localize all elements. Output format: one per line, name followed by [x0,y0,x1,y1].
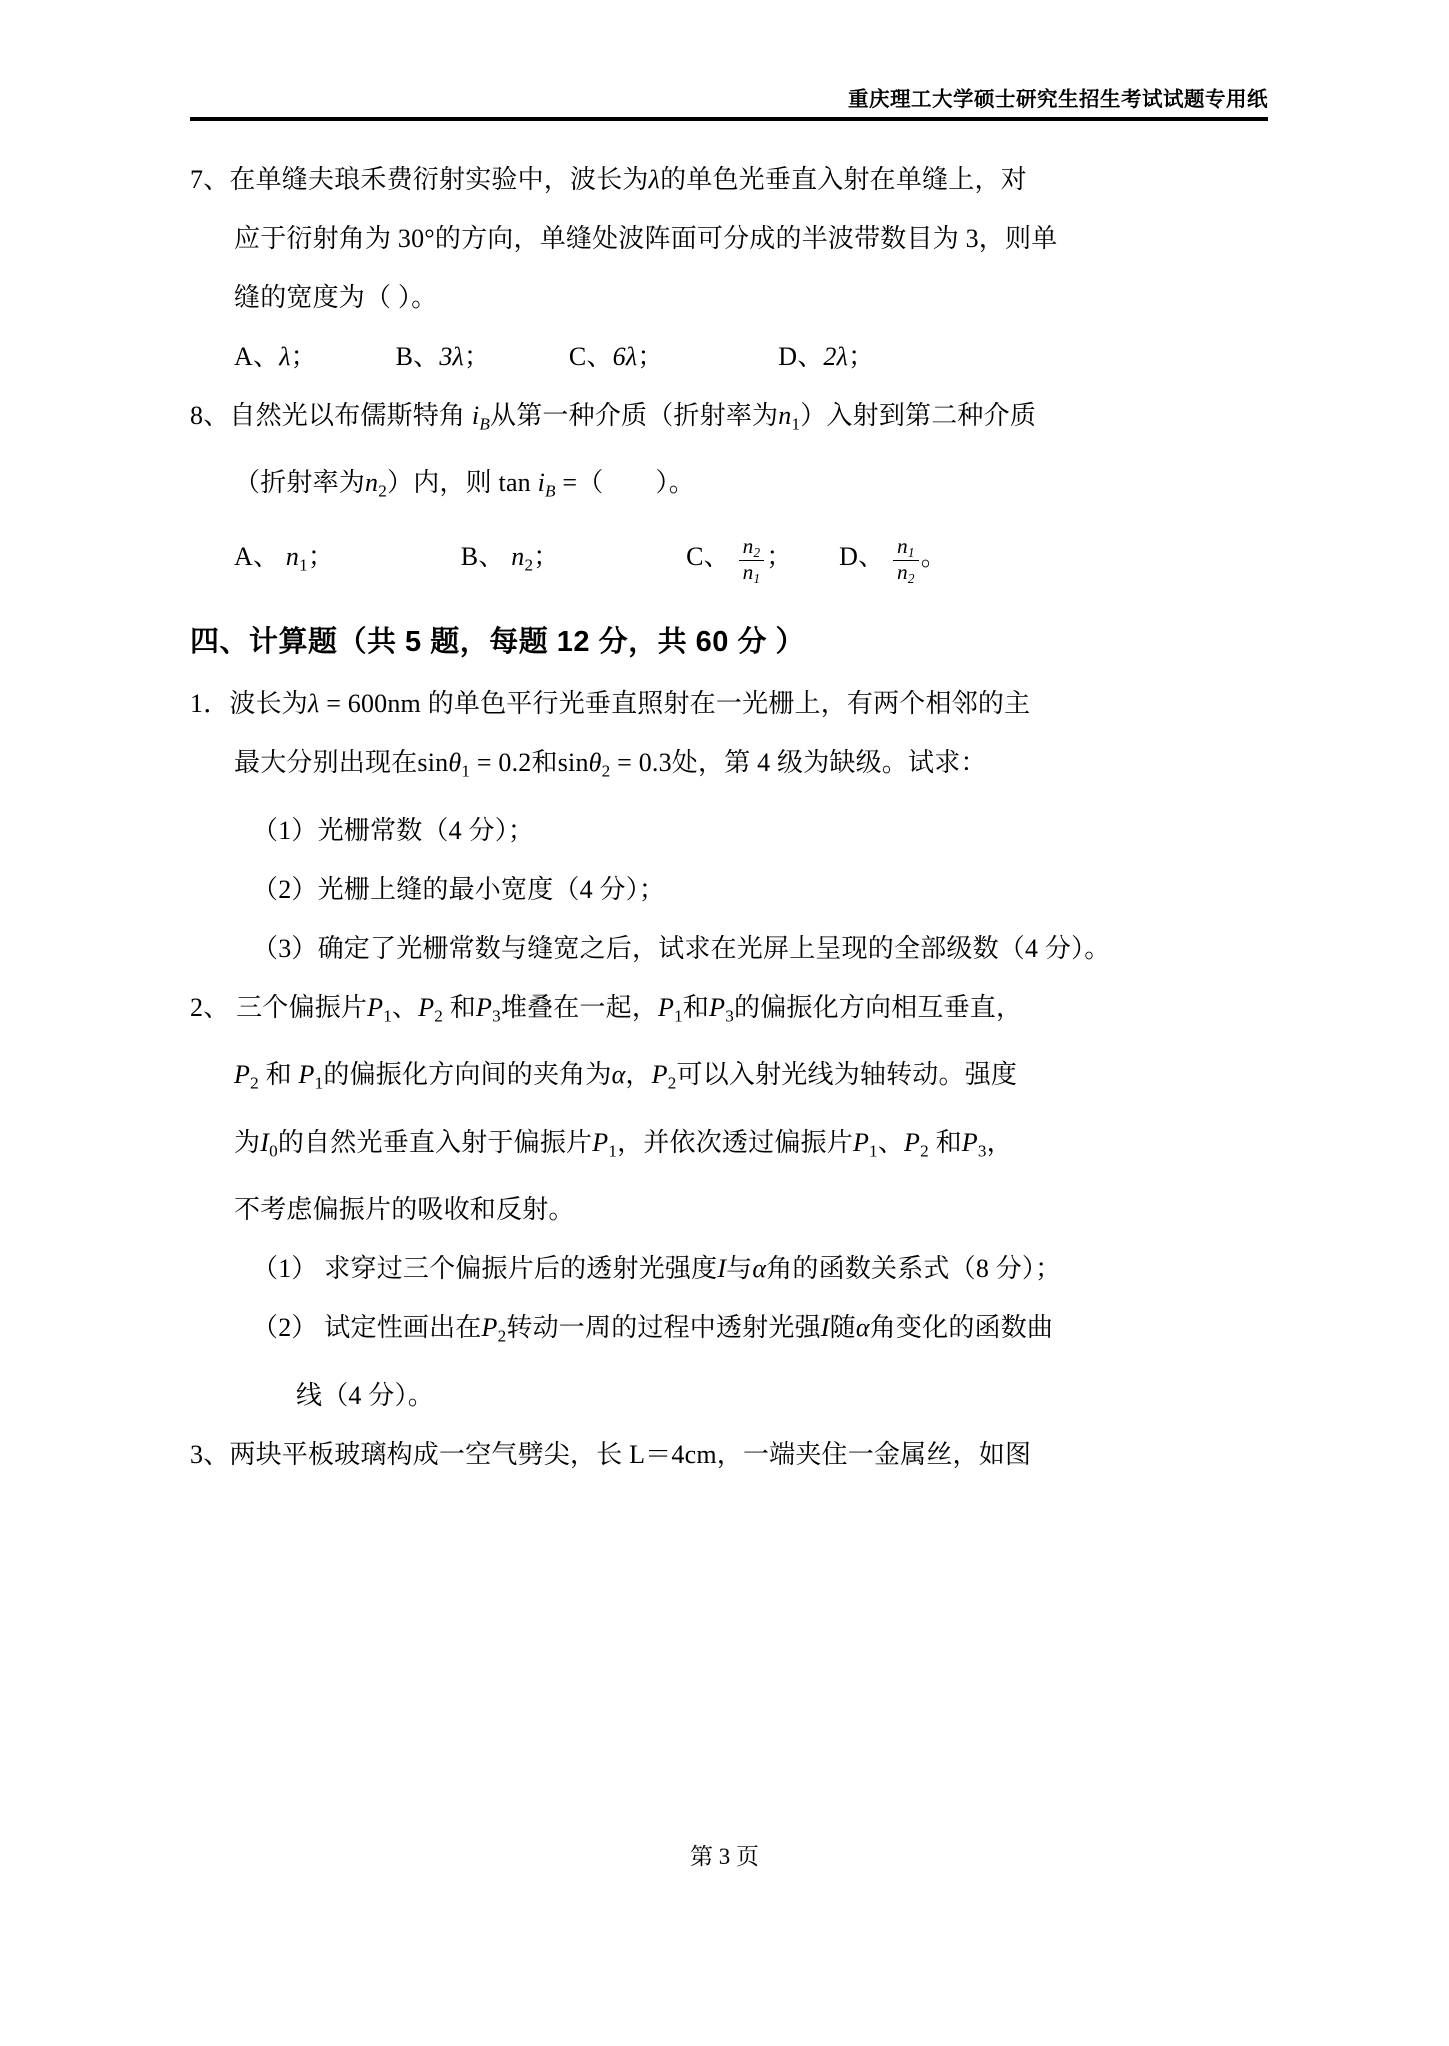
question-8-text-a: 8、自然光以布儒斯特角 [190,401,466,430]
problem-2-line3-d: ， [986,1127,1013,1157]
question-8-options [190,527,1270,594]
question-8-line2-a: （折射率为 [234,468,366,498]
p2-subscript: 2 [497,1326,507,1346]
intensity-symbol: I [820,1313,830,1343]
problem-2-line2-b: ， [625,1060,652,1090]
denominator-subscript: 2 [907,571,915,587]
calc-problem-2-line-4: 不考虑偏振片的吸收和反射。 [234,1195,575,1225]
wavelength-unit: nm [387,689,421,719]
denominator-symbol: n [742,560,754,585]
alpha-symbol: α [752,1254,767,1284]
p2-symbol: P [904,1127,921,1157]
calc-problem-2 [190,978,1270,1425]
intensity-symbol: I [717,1254,727,1284]
sin-operator-2: sin [557,748,589,778]
sub-2-text-b: 转动一周的过程中透射光强 [506,1313,821,1343]
p1-symbol: P [592,1127,609,1157]
calc-problem-2-sub-2 [190,1298,1270,1365]
question-7-line-1-tail: 的单色光垂直入射在单缝上，对 [660,165,1027,194]
problem-1-line2-b: 处，第 4 级为缺级。试求： [671,748,987,778]
option-d-label: D、 [839,541,885,571]
n2-subscript: 2 [378,481,387,501]
problem-1-and: 和 [531,748,558,778]
p3b-subscript: 3 [725,1006,734,1026]
option-c-value: 6λ [612,342,638,371]
option-d-suffix: ； [848,342,875,371]
option-b-subscript: 2 [524,555,534,575]
question-7-option-d[interactable] [778,342,874,371]
fraction-denominator [893,560,919,586]
denominator-symbol: n [897,560,908,585]
option-a-suffix: ； [290,342,317,371]
calc-problem-3-line-1: 3、两块平板玻璃构成一空气劈尖，长 L＝4cm，一端夹住一金属丝，如图 [190,1439,1032,1469]
page-number: 第 3 页 [690,1844,759,1869]
sub-2-text-a: （2） 试定性画出在 [252,1313,482,1343]
question-8-option-a[interactable] [234,541,335,575]
question-8-line2-tail: ）。 [655,468,695,498]
p1b-symbol: P [852,1127,870,1157]
theta1-symbol: θ [448,748,462,778]
question-8-line2-b: ）内，则 [387,468,492,498]
p3-symbol: P [475,992,493,1022]
p1-symbol: P [367,992,384,1022]
p2-subscript: 2 [434,1006,444,1026]
p2-symbol: P [481,1313,498,1343]
problem-1-text-b: 的单色平行光垂直照射在一光栅上，有两个相邻的主 [427,689,1031,719]
theta1-subscript: 1 [461,761,471,781]
p2-subscript: 2 [920,1141,929,1161]
option-c-label: C、 [568,342,613,371]
option-b-suffix: ； [533,541,560,571]
sin-theta1-value: = 0.2 [476,748,532,778]
sub-2-text-c: 随 [829,1313,856,1343]
numerator-symbol: n [742,534,754,559]
question-8-option-c[interactable] [686,534,793,587]
calc-problem-1-line-1 [190,674,1270,733]
option-b-suffix: ； [463,342,491,371]
sub-1-text-a: （1） 求穿过三个偏振片后的透射光强度 [252,1254,718,1284]
sub-1-text-b: 与 [726,1254,753,1284]
option-a-value: λ [279,342,291,371]
alpha-symbol: α [611,1060,626,1090]
p3-subscript: 3 [977,1141,987,1161]
page-footer [0,1838,1449,1871]
calc-problem-1-item-3: （3）确定了光栅常数与缝宽之后，试求在光屏上呈现的全部级数（4 分）。 [252,933,1111,963]
calc-problem-2-line-2 [190,1045,1270,1112]
problem-2-text-c: 的偏振化方向相互垂直， [734,992,1023,1022]
option-a-label: A、 [234,342,280,371]
section-4-heading: 四、计算题（共 5 题，每题 12 分，共 60 分 ） [190,626,806,659]
tan-operator: tan [498,468,531,498]
sep: 、 [877,1127,905,1157]
lambda-symbol: λ [308,689,320,719]
page-content [190,150,1270,1484]
problem-1-text-a: 1．波长为 [190,689,309,719]
question-7-line-1 [190,150,1270,209]
header-title: 重庆理工大学硕士研究生招生考试试题专用纸 [848,88,1268,111]
option-b-value: n [511,541,525,571]
n1-subscript: 1 [791,414,801,434]
p1b-symbol: P [658,992,675,1022]
numerator-symbol: n [897,534,908,559]
p3b-symbol: P [709,992,726,1022]
p3-subscript: 3 [492,1006,501,1026]
p2-subscript: 2 [250,1073,259,1093]
p1b-subscript: 1 [674,1006,683,1026]
sep: 、 [391,992,419,1022]
n1-symbol: n [778,401,792,430]
p1-subscript: 1 [314,1073,324,1093]
p1-subscript: 1 [383,1006,392,1026]
fraction-numerator [893,535,919,560]
problem-2-line2-c: 可以入射光线为轴转动。强度 [676,1060,1018,1090]
p2-symbol: P [418,992,435,1022]
header-rule [190,117,1268,121]
n2-symbol: n [365,468,379,498]
problem-2-text-a: 2、 三个偏振片 [190,992,368,1022]
question-8-line-2 [190,453,1270,520]
problem-2-line3-a: 为 [234,1127,261,1157]
sub-1-text-c: 角的函数关系式（8 分）； [766,1254,1062,1284]
calc-problem-2-line-1 [190,978,1270,1045]
theta2-symbol: θ [588,748,602,778]
question-7-option-b[interactable] [396,342,491,371]
question-8-text-b: 从第一种介质（折射率为 [490,401,779,430]
option-a-suffix: ； [307,541,335,571]
question-7 [190,150,1270,386]
question-8 [190,386,1270,594]
wavelength-value: = 600 [326,689,388,719]
question-8-line-1 [190,386,1270,453]
question-7-line-3: 缝的宽度为（ ）。 [234,283,438,312]
option-a-subscript: 1 [299,555,308,575]
p2-symbol: P [234,1060,251,1090]
calc-problem-1-item-2: （2）光栅上缝的最小宽度（4 分）； [252,874,666,904]
calc-problem-2-sub-2-cont: 线（4 分）。 [296,1380,434,1410]
question-7-options [190,327,1270,386]
question-8-option-b[interactable] [460,541,560,575]
calc-problem-1-line-2 [190,733,1270,800]
question-7-line-1-text: 7、在单缝夫琅禾费衍射实验中，波长为 [190,165,649,194]
sin-operator-1: sin [417,748,449,778]
brewster-angle-subscript: B [479,414,491,434]
and-1: 和 [449,992,476,1022]
and-3: 和 [265,1060,292,1090]
theta2-subscript: 2 [601,761,611,781]
calc-problem-2-line-3 [190,1113,1270,1180]
fraction-numerator [739,535,765,560]
question-7-option-a[interactable] [234,342,317,371]
problem-2-line2-a: 的偏振化方向间的夹角为 [323,1060,612,1090]
brewster-angle-symbol: i [471,401,480,430]
numerator-subscript: 1 [907,545,915,561]
calc-problem-1-item-1: （1）光栅常数（4 分）； [252,815,535,845]
p1-symbol: P [298,1060,315,1090]
p1b-subscript: 1 [869,1141,878,1161]
option-a-label: A、 [234,541,280,571]
intensity-subscript: 0 [269,1141,278,1161]
calc-problem-2-sub-1 [190,1239,1270,1298]
tan-angle-symbol: i [537,468,546,498]
question-8-equals: =（ [562,468,604,498]
option-b-label: B、 [395,342,440,371]
alpha-symbol: α [855,1313,870,1343]
question-8-option-d[interactable] [839,534,947,587]
option-d-fraction [893,535,919,586]
intensity-symbol: I [260,1127,270,1157]
and-4: 和 [935,1127,962,1157]
problem-2-text-b: 堆叠在一起， [500,992,659,1022]
option-b-value: 3λ [439,342,464,371]
option-b-label: B、 [460,541,505,571]
lambda-symbol: λ [648,165,661,194]
tan-angle-subscript: B [545,481,556,501]
option-c-suffix: ； [637,342,664,371]
problem-1-line2-a: 最大分别出现在 [234,748,418,778]
p2b-symbol: P [651,1060,668,1090]
option-c-fraction [739,535,765,586]
option-c-suffix: ； [766,541,793,571]
option-d-value: 2λ [823,342,849,371]
option-d-suffix: 。 [920,541,947,571]
option-d-label: D、 [778,342,824,371]
problem-2-line3-b: 的自然光垂直入射于偏振片 [277,1127,593,1157]
option-a-value: n [285,541,300,571]
problem-2-line3-c: ，并依次透过偏振片 [617,1127,853,1157]
calc-problem-3 [190,1425,1270,1484]
question-7-line-2: 应于衍射角为 30°的方向，单缝处波阵面可分成的半波带数目为 3，则单 [234,224,1058,253]
denominator-subscript: 1 [753,571,761,587]
p2b-subscript: 2 [667,1073,677,1093]
sin-theta2-value: = 0.3 [617,748,672,778]
question-8-text-c: ）入射到第二种介质 [800,401,1037,430]
question-7-option-c[interactable] [569,342,664,371]
p3-symbol: P [961,1127,978,1157]
and-2: 和 [682,992,710,1022]
sub-2-text-d: 角变化的函数曲 [869,1313,1054,1343]
option-c-label: C、 [686,541,730,571]
page-header [190,88,1268,113]
calc-problem-1 [190,674,1270,977]
fraction-denominator [739,560,765,586]
p1-subscript: 1 [608,1141,618,1161]
numerator-subscript: 2 [753,545,761,561]
